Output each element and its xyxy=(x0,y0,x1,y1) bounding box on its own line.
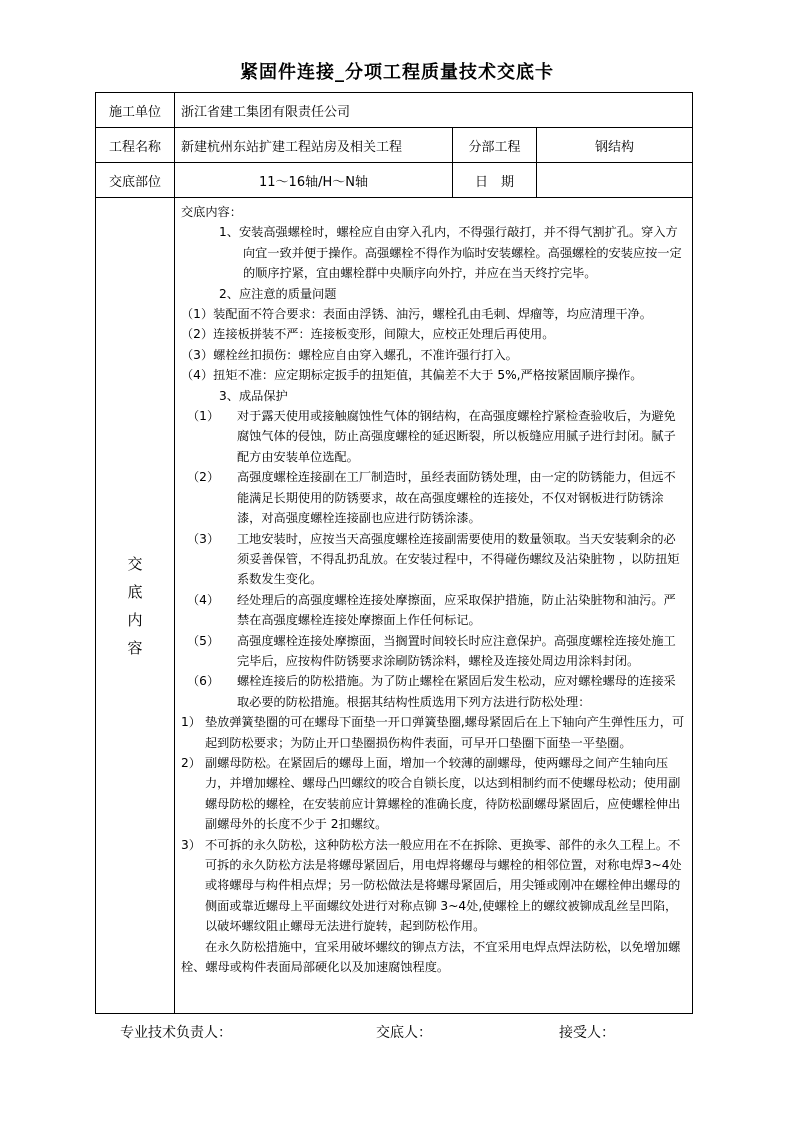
side-char: 底 xyxy=(127,582,143,601)
division-value: 钢结构 xyxy=(537,128,693,163)
content-item-1: 1、安装高强螺栓时，螺栓应自由穿入孔内，不得强行敲打，并不得气割扩孔。穿入方向宜一致并便于操作。高强螺栓不得作为临时安装螺栓。高强螺栓的安装应按一定的顺序拧紧，宜由螺栓群中央顺序向外拧，并应在当天终拧完毕。 xyxy=(219,225,682,281)
discloser-signature-label: 交底人： xyxy=(376,1025,432,1041)
project-label: 工程名称 xyxy=(96,128,175,163)
side-char: 内 xyxy=(127,610,143,629)
unit-label: 施工单位 xyxy=(96,93,175,128)
content-intro: 交底内容： xyxy=(181,205,242,219)
unit-value: 浙江省建工集团有限责任公司 xyxy=(175,93,693,128)
quality-issue-2: （2）连接板拼装不严：连接板变形，间隙大，应校正处理后再使用。 xyxy=(181,327,555,342)
content-side-label xyxy=(96,198,175,1014)
protection-item: （4） 经处理后的高强度螺栓连接处摩擦面，应采取保护措施，防止沾染脏物和油污。严禁在高强度螺栓连接处摩擦面上作任何标记。 xyxy=(187,592,676,628)
quality-issue-4: （4）扭矩不准：应定期标定扳手的扭矩值，其偏差不大于 5%,严格按紧固顺序操作。 xyxy=(181,368,643,383)
closing-note: 在永久防松措施中，宜采用破坏螺纹的铆点方法，不宜采用电焊点焊法防松，以免增加螺栓、螺母或构件表面局部硬化以及加速腐蚀程度。 xyxy=(181,939,681,975)
protection-item: （6） 螺栓连接后的防松措施。为了防止螺栓在紧固后发生松动，应对螺栓螺母的连接采取必要的防松措施。根据其结构性质选用下列方法进行防松处理： xyxy=(187,674,676,709)
date-value xyxy=(537,163,693,198)
disclosure-card-table xyxy=(95,92,693,1014)
receiver-signature-label: 接受人： xyxy=(559,1025,615,1041)
quality-issue-3: （3）螺栓丝扣损伤：螺栓应自由穿入螺孔，不准许强行打入。 xyxy=(181,347,518,362)
protection-item: （2） 高强度螺栓连接副在工厂制造时，虽经表面防锈处理，由一定的防锈能力，但远不能满足长期使用的防锈要求，故在高强度螺栓的连接处，不仅对钢板进行防锈涂漆，对高强度螺栓连接副也应进行防锈涂漆。 xyxy=(187,470,676,526)
protection-item: （3） 工地安装时，应按当天高强度螺栓连接副需要使用的数量领取。当天安装剩余的必须妥善保管，不得乱扔乱放。在安装过程中，不得碰伤螺纹及沾染脏物 ，以防扭矩系数发生变化。 xyxy=(187,531,680,587)
side-char: 交 xyxy=(127,554,143,573)
tech-lead-signature-label: 专业技术负责人： xyxy=(120,1025,232,1041)
location-value: 11～16轴/H～N轴 xyxy=(175,163,453,198)
side-char: 容 xyxy=(127,638,143,657)
protection-item: （1） 对于露天使用或接触腐蚀性气体的钢结构，在高强度螺栓拧紧检查验收后，为避免腐蚀气体的侵蚀，防止高强度螺栓的延迟断裂，所以板缝应用腻子进行封闭。腻子配方由安装单位选配。 xyxy=(187,409,676,464)
project-value: 新建杭州东站扩建工程站房及相关工程 xyxy=(175,128,453,163)
anti-loosening-method: 2） 副螺母防松。在紧固后的螺母上面，增加一个较薄的副螺母，使两螺母之间产生轴向压力，并增加螺栓、螺母凸凹螺纹的咬合自锁长度，以达到相制约而不使螺母松动；使用副螺母防松的螺栓，在安装前应计算螺栓的准确长度，待防松副螺母紧固后，应使螺栓伸出副螺母外的长度不少于 2扣螺纹。 xyxy=(181,755,681,832)
date-label: 日 期 xyxy=(453,163,537,198)
protection-item: （5） 高强度螺栓连接处摩擦面，当搁置时间较长时应注意保护。高强度螺栓连接处施工完毕后，应按构件防锈要求涂刷防锈涂料，螺栓及连接处周边用涂料封闭。 xyxy=(187,633,676,668)
anti-loosening-method: 3） 不可拆的永久防松，这种防松方法一般应用在不在拆除、更换零、部件的永久工程上。不可拆的永久防松方法是将螺母紧固后，用电焊将螺母与螺栓的相邻位置，对称电焊3~4处或将螺母与构件相点焊；另一防松做法是将螺母紧固后，用尖锤或刚冲在螺栓伸出螺母的侧面或靠近螺母上平面螺纹处进行对称点铆 3~4处,使螺栓上的螺纹被铆成乱丝呈凹陷，以破坏螺纹阻止螺母无法进行旋转，起到防松作用。 xyxy=(181,837,682,934)
division-label: 分部工程 xyxy=(453,128,537,163)
disclosure-content xyxy=(175,198,693,1014)
page-title: 紧固件连接_分项工程质量技术交底卡 xyxy=(240,62,554,83)
anti-loosening-method: 1） 垫放弹簧垫圈的可在螺母下面垫一开口弹簧垫圈,螺母紧固后在上下轴向产生弹性压力，可起到防松要求；为防止开口垫圈损伤构件表面，可早开口垫圈下面垫一平垫圈。 xyxy=(181,715,685,750)
content-item-2: 2、应注意的质量问题 xyxy=(219,286,337,301)
location-label: 交底部位 xyxy=(96,163,175,198)
quality-issue-1: （1）装配面不符合要求：表面由浮锈、油污，螺栓孔由毛刺、焊瘤等，均应清理干净。 xyxy=(181,307,652,322)
content-item-3: 3、成品保护 xyxy=(219,388,288,403)
